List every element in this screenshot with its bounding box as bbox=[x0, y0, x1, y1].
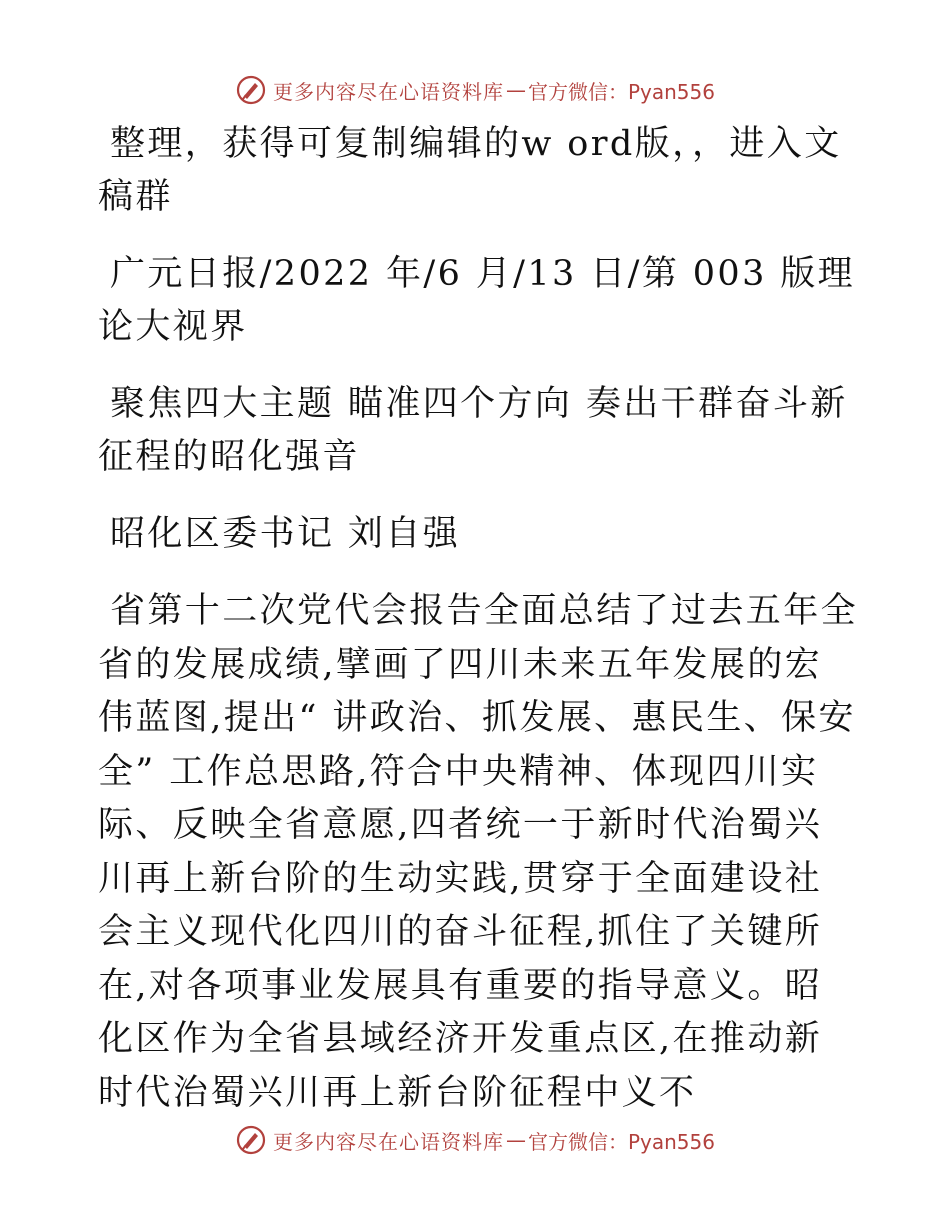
author-line: 昭化区委书记 刘自强 bbox=[110, 514, 461, 554]
document-body bbox=[98, 118, 858, 1144]
quill-seal-logo-icon bbox=[235, 74, 267, 106]
watermark-separator: — bbox=[505, 1128, 526, 1152]
footer-watermark-banner bbox=[0, 1120, 950, 1160]
article-title: 聚焦四大主题 瞄准四个方向 奏出干群奋斗新征程的昭化强音 bbox=[98, 384, 848, 477]
header-watermark-banner bbox=[0, 70, 950, 110]
quill-seal-logo-icon bbox=[235, 1124, 267, 1156]
watermark-separator: — bbox=[505, 78, 526, 102]
note-line: 整理，获得可复制编辑的w ord版，，进入文稿群 bbox=[98, 124, 842, 217]
watermark-site-text: 更多内容尽在心语资料库 bbox=[272, 1129, 504, 1154]
source-line: 广元日报/2022 年/6 月/13 日/第 003 版理论大视界 bbox=[98, 254, 856, 347]
watermark-wechat-text: 官方微信：Pyan556 bbox=[527, 1129, 715, 1154]
watermark-site-text: 更多内容尽在心语资料库 bbox=[272, 79, 504, 104]
body-paragraph: 省第十二次党代会报告全面总结了过去五年全省的发展成绩,擘画了四川未来五年发展的宏伟蓝图,提出“ 讲政治、抓发展、惠民生、保安全” 工作总思路,符合中央精神、体现四川实际、反映全省意愿,四者统一于新时代治蜀兴川再上新台阶的生动实践,贯穿于全面建设社会主义现代化四川的奋斗征程,抓住了关键所在,对各项事业发展具有重要的指导意义。昭化区作为全省县域经济开发重点区,在推动新时代治蜀兴川再上新台阶征程中义不 bbox=[98, 591, 859, 1113]
watermark-wechat-text: 官方微信：Pyan556 bbox=[527, 79, 715, 104]
